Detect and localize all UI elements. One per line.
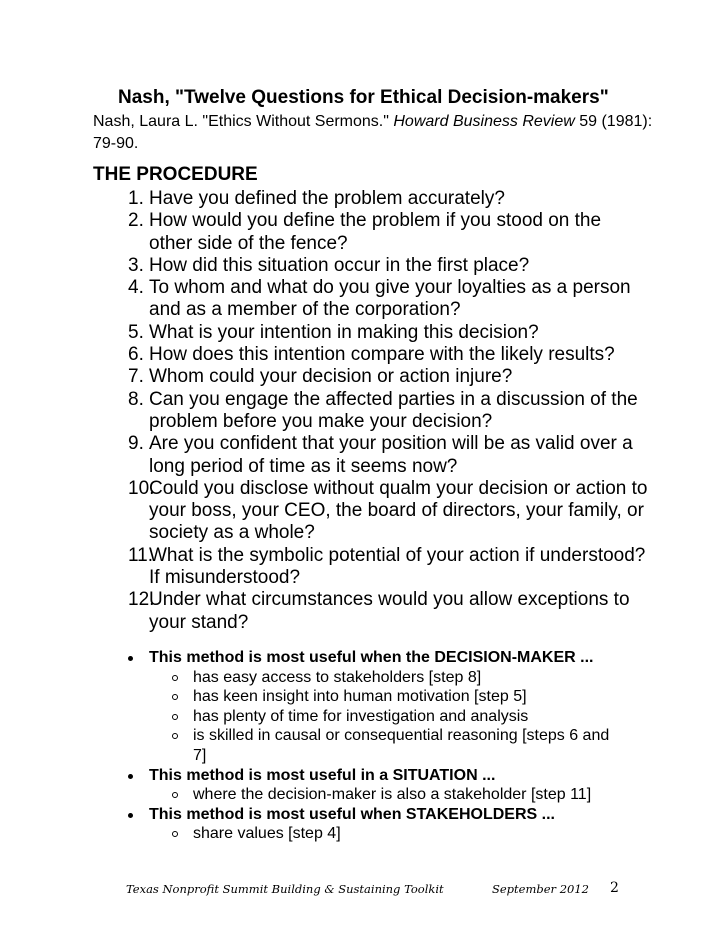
item-number: 7. [128,366,144,388]
bullet-item [126,648,626,766]
sub-list [149,785,626,805]
citation [93,111,653,155]
item-number: 2. [128,210,144,232]
bullet-icon [128,774,133,779]
item-number: 5. [128,321,144,343]
list-item [128,255,648,277]
item-text: Could you disclose without qualm your decision or action to your boss, your CEO, the board of directors, your family, or society as a whole? [149,477,648,544]
citation-journal: Howard Business Review [393,113,575,130]
circle-bullet-icon [172,714,178,720]
item-number: 10. [128,477,155,499]
item-text: How would you define the problem if you stood on the other side of the fence? [149,210,602,254]
item-text: What is your intention in making this decision? [149,321,539,343]
item-number: 3. [128,254,144,276]
bullet-icon [128,813,133,818]
bullet-lead: This method is most useful when the DECISION-MAKER ... [149,649,594,666]
sub-item-text: has keen insight into human motivation [step 5] [193,688,527,706]
sub-item [149,824,626,844]
bullet-icon [128,656,133,661]
sub-item [149,707,626,727]
sub-item [149,668,626,688]
sub-item-text: share values [step 4] [193,825,341,843]
bullet-lead: This method is most useful when STAKEHOLDERS ... [149,805,555,823]
bullet-item [126,805,626,844]
sub-item-text: has easy access to stakeholders [step 8] [193,668,482,686]
footer-date: September 2012 [492,882,589,896]
item-text: To whom and what do you give your loyalties as a person and as a member of the corporation? [149,277,631,321]
bullet-lead: This method is most useful in a SITUATION ... [149,766,496,784]
list-item [128,389,648,434]
list-item [128,366,648,388]
item-number: 12. [128,589,155,611]
item-number: 8. [128,388,144,410]
sub-item [149,726,626,765]
circle-bullet-icon [172,675,178,681]
sub-item-text: where the decision-maker is also a stakeholder [step 11] [193,786,592,804]
item-number: 1. [128,188,144,209]
section-heading: THE PROCEDURE [93,164,258,185]
list-item [128,210,648,255]
item-text: How did this situation occur in the first place? [149,254,530,276]
sub-item [149,785,626,805]
circle-bullet-icon [172,694,178,700]
circle-bullet-icon [172,792,178,798]
item-text: Are you confident that your position will be as valid over a long period of time as it seems now? [149,433,633,477]
item-text: What is the symbolic potential of your action if understood? If misunderstood? [149,544,646,589]
bullet-item [126,766,626,805]
sub-item-text: has plenty of time for investigation and analysis [193,707,529,725]
page-number: 2 [610,880,619,896]
sub-item-text: is skilled in causal or consequential reasoning [steps 6 and 7] [193,727,610,764]
list-item [128,545,648,590]
list-item [128,277,648,322]
list-item [128,322,648,344]
method-notes [126,648,626,844]
list-item [128,188,648,210]
citation-prefix: Nash, Laura L. "Ethics Without Sermons." [93,113,394,130]
sub-item [149,687,626,707]
item-text: How does this intention compare with the likely results? [149,344,615,366]
citation-suffix: 59 (1981): 79-90. [93,113,653,152]
list-item [128,433,648,478]
footer-toolkit-name: Texas Nonprofit Summit Building & Sustaining Toolkit [126,882,444,896]
sub-list [149,824,626,844]
item-number: 9. [128,433,144,455]
question-list [128,188,648,634]
list-item [128,589,648,634]
item-text: Have you defined the problem accurately? [149,188,505,209]
item-number: 11. [128,544,154,566]
item-number: 6. [128,344,144,366]
item-number: 4. [128,277,144,299]
sub-list [149,668,626,766]
item-text: Can you engage the affected parties in a discussion of the problem before you make your decision? [149,388,638,432]
list-item [128,344,648,366]
circle-bullet-icon [172,733,178,739]
item-text: Whom could your decision or action injure? [149,366,513,388]
page-title: Nash, "Twelve Questions for Ethical Decision-makers" [118,87,609,108]
item-text: Under what circumstances would you allow exceptions to your stand? [149,589,630,633]
list-item [128,478,648,545]
circle-bullet-icon [172,831,178,837]
